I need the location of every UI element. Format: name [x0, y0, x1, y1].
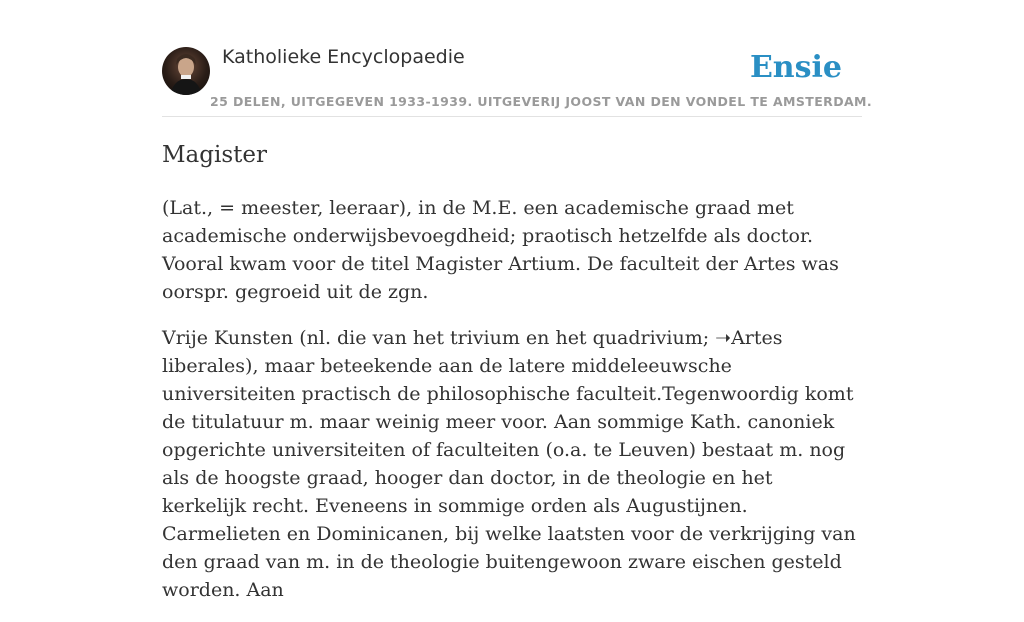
- article-paragraph: (Lat., = meester, leeraar), in de M.E. een academische graad met academische onderwijsbevoegdheid; praotisch hetzelfde als doctor. Vooral kwam voor de titel Magister Artium. De faculteit der Artes was oorspr. gegroeid uit de zgn.: [162, 197, 839, 303]
- article-paragraph: Vrije Kunsten (nl. die van het trivium en het quadrivium; ➝Artes liberales), maar beteekende aan de latere middeleeuwsche universiteiten practisch de philosophische faculteit.Tegenwoordig komt de titulatuur m. maar weinig meer voor. Aan sommige Kath. canoniek opgerichte universiteiten of faculteiten (o.a. te Leuven) bestaat m. nog als de hoogste graad, hooger dan doctor, in de theologie en het kerkelijk recht. Eveneens in sommige orden als Augustijnen. Carmelieten en Dominicanen, bij welke laatsten voor de verkrijging van den graad van m. in de theologie buitengewoon zware eischen gesteld worden. Aan: [162, 327, 856, 601]
- ensie-logo[interactable]: Ensie: [749, 50, 842, 85]
- portrait-icon: [162, 47, 210, 95]
- publication-subtitle: 25 DELEN, UITGEGEVEN 1933-1939. UITGEVERIJ JOOST VAN DEN VONDEL TE AMSTERDAM.: [210, 94, 873, 109]
- article-title: Magister: [162, 142, 267, 168]
- publication-avatar[interactable]: [162, 47, 210, 95]
- publication-header: [162, 44, 873, 117]
- article: [162, 140, 862, 622]
- publication-title[interactable]: Katholieke Encyclopaedie: [222, 46, 465, 68]
